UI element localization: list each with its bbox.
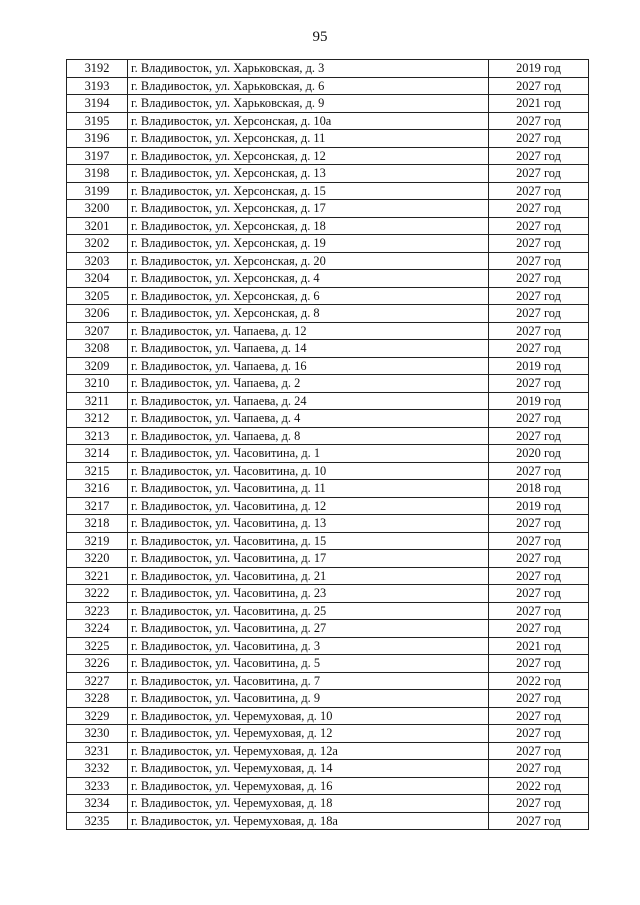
table-row [67,270,589,288]
address-cell: г. Владивосток, ул. Херсонская, д. 19 [128,235,489,253]
row-number-cell: 3228 [67,690,128,708]
year-cell: 2027 год [489,760,589,778]
row-number-cell: 3223 [67,602,128,620]
housing-registry-table [66,59,589,830]
year-cell: 2027 год [489,690,589,708]
table-row [67,742,589,760]
address-cell: г. Владивосток, ул. Черемуховая, д. 18 [128,795,489,813]
address-cell: г. Владивосток, ул. Часовитина, д. 21 [128,567,489,585]
table-row [67,427,589,445]
year-cell: 2027 год [489,235,589,253]
table-row [67,200,589,218]
address-cell: г. Владивосток, ул. Черемуховая, д. 16 [128,777,489,795]
row-number-cell: 3207 [67,322,128,340]
year-cell: 2027 год [489,427,589,445]
row-number-cell: 3212 [67,410,128,428]
table-row [67,165,589,183]
row-number-cell: 3210 [67,375,128,393]
table-row [67,287,589,305]
row-number-cell: 3199 [67,182,128,200]
address-cell: г. Владивосток, ул. Херсонская, д. 18 [128,217,489,235]
table-row [67,217,589,235]
table-row [67,60,589,78]
year-cell: 2027 год [489,77,589,95]
year-cell: 2027 год [489,725,589,743]
table-row [67,497,589,515]
row-number-cell: 3235 [67,812,128,830]
address-cell: г. Владивосток, ул. Часовитина, д. 1 [128,445,489,463]
address-cell: г. Владивосток, ул. Часовитина, д. 5 [128,655,489,673]
year-cell: 2027 год [489,812,589,830]
year-cell: 2019 год [489,60,589,78]
row-number-cell: 3194 [67,95,128,113]
year-cell: 2027 год [489,305,589,323]
table-row [67,305,589,323]
address-cell: г. Владивосток, ул. Черемуховая, д. 12 [128,725,489,743]
address-cell: г. Владивосток, ул. Часовитина, д. 10 [128,462,489,480]
address-cell: г. Владивосток, ул. Чапаева, д. 8 [128,427,489,445]
year-cell: 2027 год [489,270,589,288]
year-cell: 2027 год [489,567,589,585]
address-cell: г. Владивосток, ул. Херсонская, д. 10а [128,112,489,130]
year-cell: 2027 год [489,620,589,638]
address-cell: г. Владивосток, ул. Черемуховая, д. 12а [128,742,489,760]
table-row [67,322,589,340]
address-cell: г. Владивосток, ул. Часовитина, д. 12 [128,497,489,515]
year-cell: 2027 год [489,655,589,673]
table-row [67,655,589,673]
row-number-cell: 3233 [67,777,128,795]
row-number-cell: 3214 [67,445,128,463]
address-cell: г. Владивосток, ул. Часовитина, д. 23 [128,585,489,603]
address-cell: г. Владивосток, ул. Часовитина, д. 25 [128,602,489,620]
table-row [67,340,589,358]
row-number-cell: 3213 [67,427,128,445]
address-cell: г. Владивосток, ул. Часовитина, д. 7 [128,672,489,690]
row-number-cell: 3218 [67,515,128,533]
table-row [67,462,589,480]
year-cell: 2022 год [489,672,589,690]
year-cell: 2027 год [489,287,589,305]
address-cell: г. Владивосток, ул. Часовитина, д. 9 [128,690,489,708]
row-number-cell: 3216 [67,480,128,498]
row-number-cell: 3220 [67,550,128,568]
row-number-cell: 3204 [67,270,128,288]
year-cell: 2027 год [489,340,589,358]
address-cell: г. Владивосток, ул. Чапаева, д. 24 [128,392,489,410]
table-row [67,760,589,778]
year-cell: 2027 год [489,252,589,270]
year-cell: 2019 год [489,392,589,410]
year-cell: 2018 год [489,480,589,498]
registry-table-body [67,60,589,830]
address-cell: г. Владивосток, ул. Херсонская, д. 13 [128,165,489,183]
table-row [67,602,589,620]
row-number-cell: 3219 [67,532,128,550]
table-row [67,375,589,393]
year-cell: 2027 год [489,375,589,393]
year-cell: 2027 год [489,410,589,428]
row-number-cell: 3192 [67,60,128,78]
page-number: 95 [312,29,328,45]
year-cell: 2021 год [489,95,589,113]
row-number-cell: 3229 [67,707,128,725]
table-row [67,567,589,585]
address-cell: г. Владивосток, ул. Херсонская, д. 17 [128,200,489,218]
address-cell: г. Владивосток, ул. Харьковская, д. 3 [128,60,489,78]
address-cell: г. Владивосток, ул. Часовитина, д. 15 [128,532,489,550]
table-row [67,77,589,95]
address-cell: г. Владивосток, ул. Чапаева, д. 16 [128,357,489,375]
year-cell: 2027 год [489,532,589,550]
table-row [67,252,589,270]
address-cell: г. Владивосток, ул. Херсонская, д. 4 [128,270,489,288]
address-cell: г. Владивосток, ул. Харьковская, д. 9 [128,95,489,113]
row-number-cell: 3195 [67,112,128,130]
year-cell: 2021 год [489,637,589,655]
table-row [67,480,589,498]
table-row [67,812,589,830]
row-number-cell: 3197 [67,147,128,165]
table-row [67,357,589,375]
row-number-cell: 3196 [67,130,128,148]
table-row [67,392,589,410]
address-cell: г. Владивосток, ул. Часовитина, д. 11 [128,480,489,498]
address-cell: г. Владивосток, ул. Часовитина, д. 27 [128,620,489,638]
row-number-cell: 3205 [67,287,128,305]
table-row [67,410,589,428]
table-row [67,795,589,813]
row-number-cell: 3227 [67,672,128,690]
address-cell: г. Владивосток, ул. Херсонская, д. 11 [128,130,489,148]
row-number-cell: 3224 [67,620,128,638]
row-number-cell: 3232 [67,760,128,778]
year-cell: 2027 год [489,182,589,200]
row-number-cell: 3198 [67,165,128,183]
row-number-cell: 3209 [67,357,128,375]
year-cell: 2027 год [489,165,589,183]
year-cell: 2020 год [489,445,589,463]
row-number-cell: 3211 [67,392,128,410]
row-number-cell: 3206 [67,305,128,323]
address-cell: г. Владивосток, ул. Херсонская, д. 8 [128,305,489,323]
table-row [67,112,589,130]
row-number-cell: 3230 [67,725,128,743]
year-cell: 2027 год [489,585,589,603]
address-cell: г. Владивосток, ул. Чапаева, д. 12 [128,322,489,340]
table-row [67,532,589,550]
table-row [67,690,589,708]
row-number-cell: 3226 [67,655,128,673]
row-number-cell: 3201 [67,217,128,235]
year-cell: 2027 год [489,112,589,130]
year-cell: 2027 год [489,217,589,235]
row-number-cell: 3222 [67,585,128,603]
year-cell: 2019 год [489,357,589,375]
address-cell: г. Владивосток, ул. Часовитина, д. 17 [128,550,489,568]
address-cell: г. Владивосток, ул. Черемуховая, д. 18а [128,812,489,830]
row-number-cell: 3231 [67,742,128,760]
table-row [67,620,589,638]
table-row [67,585,589,603]
year-cell: 2027 год [489,550,589,568]
address-cell: г. Владивосток, ул. Чапаева, д. 4 [128,410,489,428]
year-cell: 2027 год [489,742,589,760]
address-cell: г. Владивосток, ул. Херсонская, д. 20 [128,252,489,270]
address-cell: г. Владивосток, ул. Часовитина, д. 13 [128,515,489,533]
row-number-cell: 3221 [67,567,128,585]
table-row [67,147,589,165]
table-row [67,725,589,743]
table-row [67,445,589,463]
address-cell: г. Владивосток, ул. Часовитина, д. 3 [128,637,489,655]
address-cell: г. Владивосток, ул. Чапаева, д. 14 [128,340,489,358]
year-cell: 2027 год [489,515,589,533]
year-cell: 2027 год [489,795,589,813]
row-number-cell: 3203 [67,252,128,270]
address-cell: г. Владивосток, ул. Херсонская, д. 15 [128,182,489,200]
table-row [67,235,589,253]
address-cell: г. Владивосток, ул. Черемуховая, д. 10 [128,707,489,725]
address-cell: г. Владивосток, ул. Харьковская, д. 6 [128,77,489,95]
table-row [67,95,589,113]
row-number-cell: 3217 [67,497,128,515]
row-number-cell: 3193 [67,77,128,95]
year-cell: 2027 год [489,462,589,480]
table-row [67,637,589,655]
row-number-cell: 3202 [67,235,128,253]
table-row [67,515,589,533]
address-cell: г. Владивосток, ул. Черемуховая, д. 14 [128,760,489,778]
year-cell: 2027 год [489,147,589,165]
year-cell: 2027 год [489,602,589,620]
table-row [67,130,589,148]
year-cell: 2022 год [489,777,589,795]
address-cell: г. Владивосток, ул. Херсонская, д. 6 [128,287,489,305]
year-cell: 2027 год [489,707,589,725]
year-cell: 2027 год [489,130,589,148]
table-row [67,550,589,568]
table-row [67,672,589,690]
year-cell: 2019 год [489,497,589,515]
row-number-cell: 3234 [67,795,128,813]
table-row [67,182,589,200]
row-number-cell: 3225 [67,637,128,655]
row-number-cell: 3215 [67,462,128,480]
address-cell: г. Владивосток, ул. Херсонская, д. 12 [128,147,489,165]
year-cell: 2027 год [489,200,589,218]
table-row [67,777,589,795]
year-cell: 2027 год [489,322,589,340]
row-number-cell: 3208 [67,340,128,358]
address-cell: г. Владивосток, ул. Чапаева, д. 2 [128,375,489,393]
row-number-cell: 3200 [67,200,128,218]
table-row [67,707,589,725]
